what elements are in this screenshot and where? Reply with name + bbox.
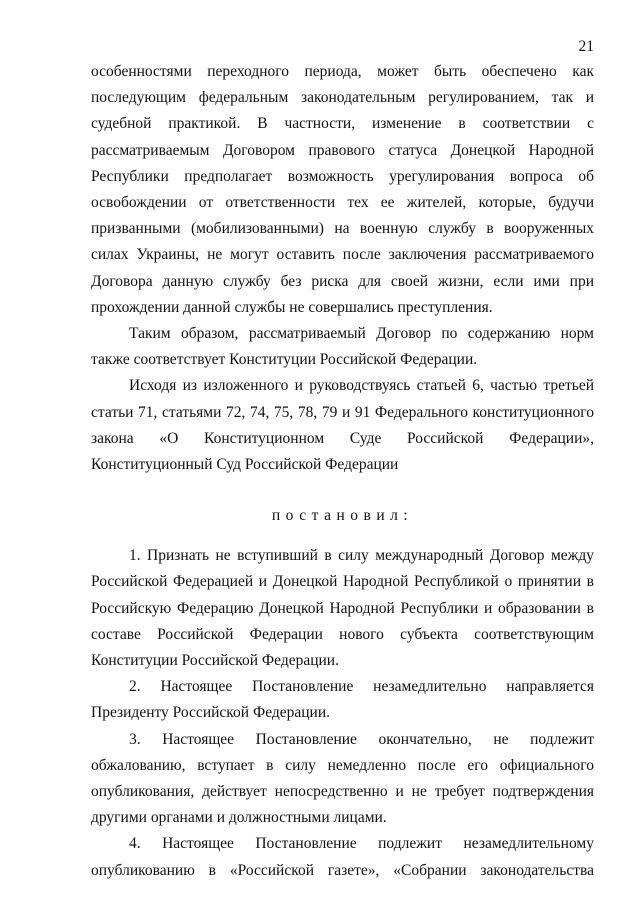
page-number: 21 <box>578 38 594 55</box>
resolution-item-4: 4. Настоящее Постановление подлежит незамедлительному опубликованию в «Российской газете», «Собрании законодательства <box>91 835 594 879</box>
paragraph-conclusion: Таким образом, рассматриваемый Договор по содержанию норм также соответствует Конституции Российской Федерации. <box>91 325 594 369</box>
resolution-item-2: 2. Настоящее Постановление незамедлительно направляется Президенту Российской Федерации. <box>91 678 594 722</box>
paragraph-legal-basis: Исходя из изложенного и руководствуясь статьей 6, частью третьей статьи 71, статьями 72, 74, 75, 78, 79 и 91 Федерального конституционного закона «О Конституционном Суде Российской Федерации», Конституционный Суд Российской Федерации <box>91 377 594 474</box>
document-body <box>91 59 594 884</box>
resolution-item-1: 1. Признать не вступивший в силу международный Договор между Российской Федерацией и Донецкой Народной Республикой о принятии в Российскую Федерацию Донецкой Народной Республики и образовании в составе Российской Федерации нового субъекта соответствующим Конституции Российской Федерации. <box>91 547 594 670</box>
resolution-heading: постановил: <box>271 507 414 525</box>
paragraph-continuation: особенностями переходного периода, может быть обеспечено как последующим федеральным законодательным регулированием, так и судебной практикой. В частности, изменение в соответствии с рассматриваемым Договором правового статуса Донецкой Народной Республики предполагает возможность урегулирования вопроса об освобождении от ответственности тех ее жителей, которые, будучи призванными (мобилизованными) на военную службу в вооруженных силах Украины, не могут оставить после заключения рассматриваемого Договора данную службу без риска для своей жизни, если ими при прохождении данной службы не совершались преступления. <box>91 63 594 316</box>
resolution-item-3: 3. Настоящее Постановление окончательно, не подлежит обжалованию, вступает в силу немедленно после его официального опубликования, действует непосредственно и не требует подтверждения другими органами и должностными лицами. <box>91 730 594 827</box>
